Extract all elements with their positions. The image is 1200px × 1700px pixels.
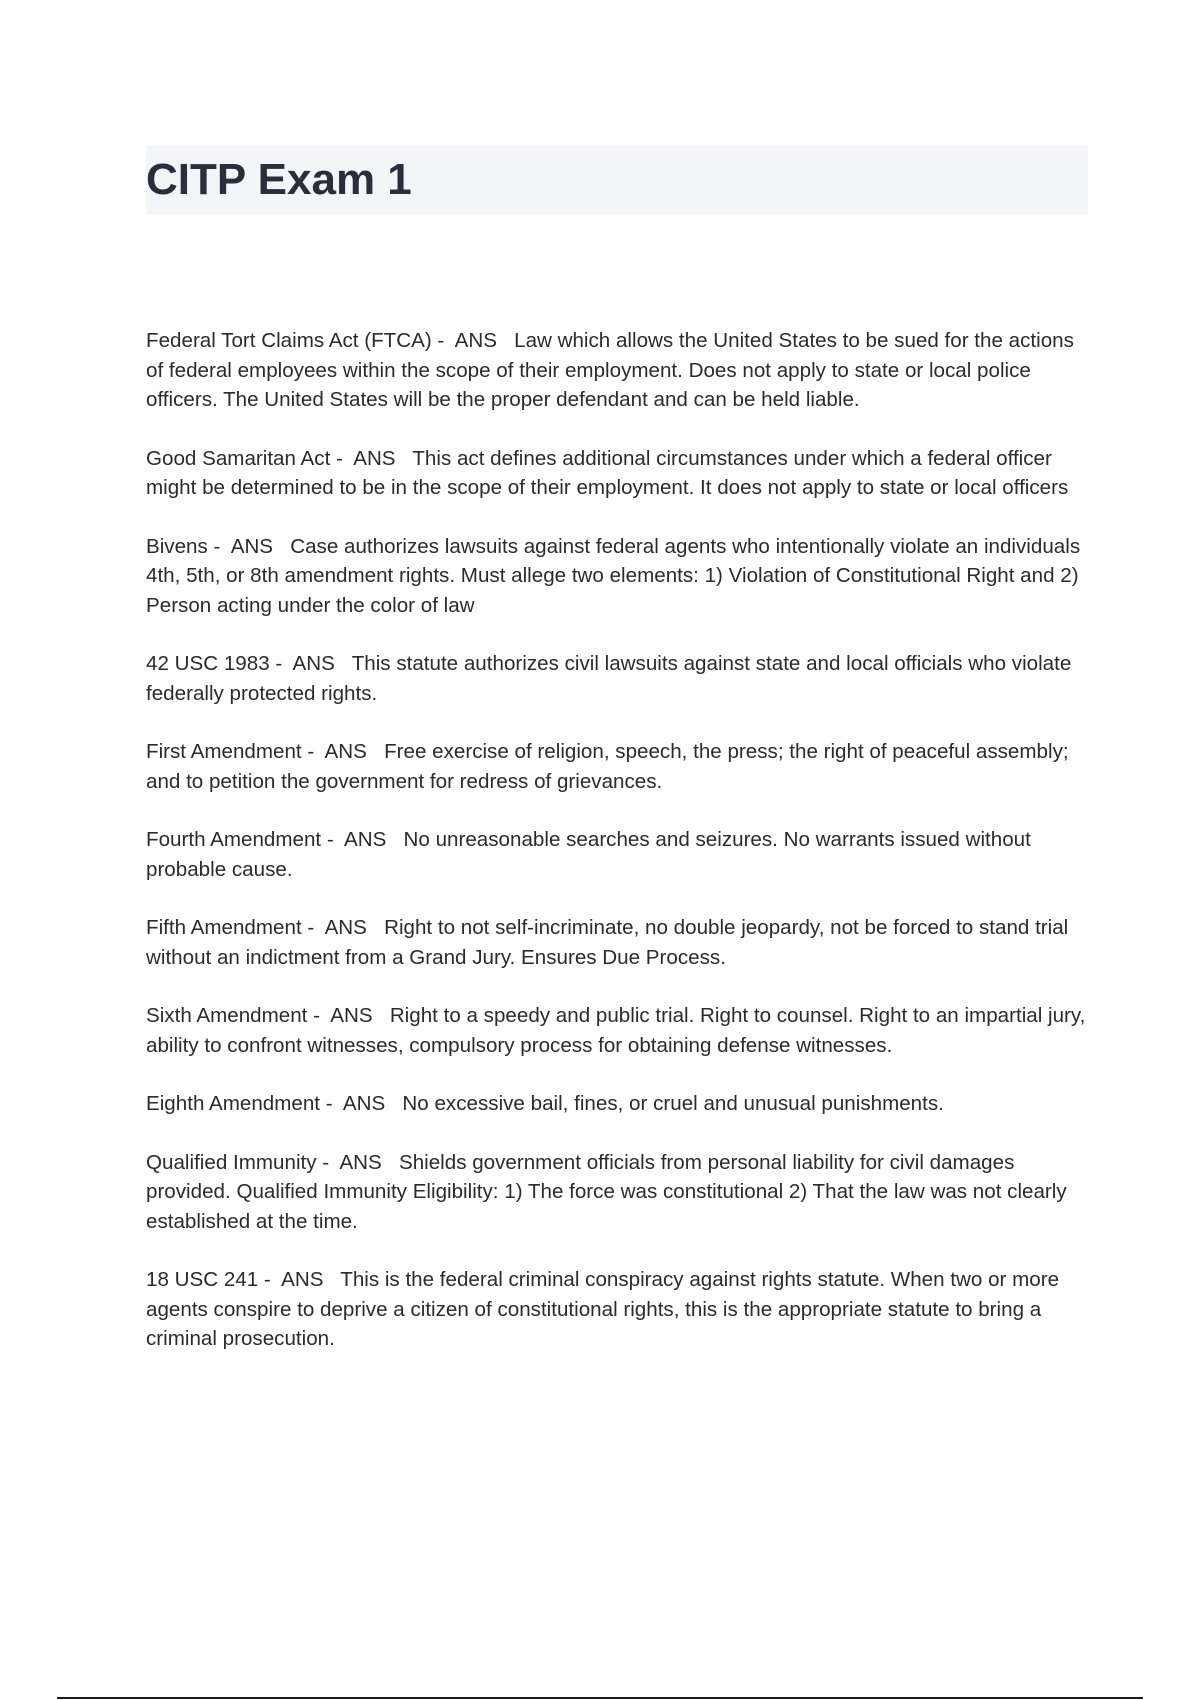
answer-marker: ANS [344,828,404,851]
answer-marker: ANS [454,329,515,352]
entry-definition: Law which allows the United States to be sued for the actions of federal employees within the scope of their employment. Does not apply to state or local police officers. The United States will be the proper defendant and can be held liable. [146,329,1074,411]
entry-definition: Right to not self-incriminate, no double jeopardy, not be forced to stand trial without an indictment from a Grand Jury. Ensures Due Process. [146,916,1069,969]
entry-separator: - [207,534,231,558]
entry-term: Federal Tort Claims Act (FTCA) [146,329,432,352]
entry-definition: No excessive bail, fines, or cruel and unusual punishments. [402,1092,944,1115]
answer-marker: ANS [324,916,385,939]
entry-definition: Free exercise of religion, speech, the press; the right of peaceful assembly; and to petition the government for redress of grievances. [146,740,1069,793]
list-item [146,649,1090,708]
list-item [146,1089,1090,1119]
list-item [146,1001,1090,1060]
entry-definition: Shields government officials from personal liability for civil damages provided. Qualified Immunity Eligibility: 1) The force was constitutional 2) That the law was not clearly established at the time. [146,1150,1067,1233]
list-item [146,444,1090,503]
answer-marker: ANS [353,446,413,470]
entry-term: Fifth Amendment [146,916,302,939]
entry-definition: Case authorizes lawsuits against federal agents who intentionally violate an individuals 4th, 5th, or 8th amendment rights. Must allege two elements: 1) Violation of Constitutional Right and 2) Person acting under the color of law [146,534,1081,617]
answer-marker: ANS [339,1150,399,1174]
list-item [146,1265,1090,1354]
entry-separator: - [258,1268,282,1291]
answer-marker: ANS [230,534,291,558]
entry-separator: - [321,828,345,851]
answer-marker: ANS [342,1092,403,1115]
entry-term: First Amendment [146,740,302,763]
entry-separator: - [330,446,354,470]
entry-separator: - [301,740,325,763]
answer-marker: ANS [324,740,385,763]
answer-marker: ANS [330,1004,390,1027]
list-item [146,737,1090,796]
entry-definition: No unreasonable searches and seizures. No warrants issued without probable cause. [146,828,1031,881]
entry-separator: - [316,1150,340,1174]
entry-separator: - [320,1092,343,1115]
footer-divider [57,1697,1143,1699]
entry-definition: This is the federal criminal conspiracy against rights statute. When two or more agents conspire to deprive a citizen of constitutional rights, this is the appropriate statute to bring a criminal prosecution. [146,1268,1060,1350]
list-item [146,913,1090,972]
entry-term: Qualified Immunity [146,1150,317,1174]
list-item [146,825,1090,884]
entry-separator: - [269,652,293,675]
entry-separator: - [431,329,455,352]
page-title: CITP Exam 1 [146,155,412,204]
entry-term: Bivens [146,534,208,558]
list-item [146,326,1090,415]
title-banner [146,146,1088,214]
entry-term: 18 USC 241 [146,1268,259,1291]
answer-marker: ANS [292,652,352,675]
qa-list [146,326,1090,1383]
entry-term: Good Samaritan Act [146,446,331,470]
answer-marker: ANS [281,1268,341,1291]
list-item [146,1148,1090,1237]
entry-term: Fourth Amendment [146,828,322,851]
entry-definition: This act defines additional circumstances under which a federal officer might be determined to be in the scope of their employment. It does not apply to state or local officers [146,446,1069,499]
entry-term: Eighth Amendment [146,1092,321,1115]
entry-term: Sixth Amendment [146,1004,308,1027]
list-item [146,532,1090,621]
entry-definition: Right to a speedy and public trial. Right to counsel. Right to an impartial jury, ability to confront witnesses, compulsory process for obtaining defense witnesses. [146,1004,1086,1057]
entry-term: 42 USC 1983 [146,652,270,675]
entry-separator: - [301,916,325,939]
entry-separator: - [307,1004,331,1027]
entry-definition: This statute authorizes civil lawsuits against state and local officials who violate federally protected rights. [146,652,1072,705]
